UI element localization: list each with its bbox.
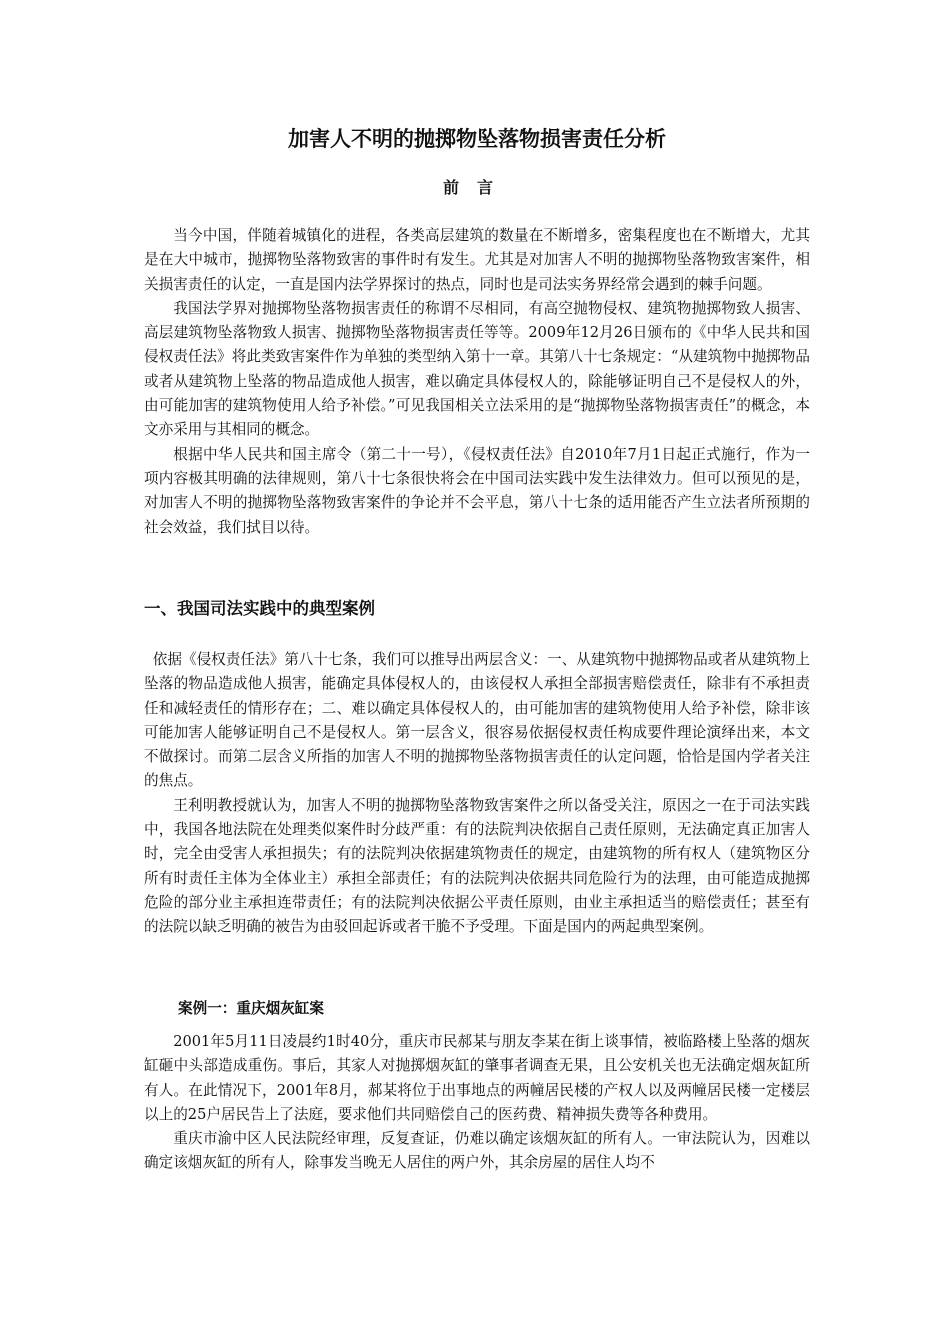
preface-heading: 前言 — [442, 178, 511, 197]
section-1-body — [144, 648, 810, 940]
preface-paragraph-3: 根据中华人民共和国主席令（第二十一号），《侵权责任法》自2010年7月1日起正式施行，作为一项内容极其明确的法律规则，第八十七条很快将会在中国司法实践中发生法律效力。但可以预见的是，对加害人不明的抛掷物坠落物致害案件的争论并不会平息，第八十七条的适用能否产生立法者所预期的社会效益，我们拭目以待。 — [144, 445, 810, 536]
section-1-paragraph-1: 依据《侵权责任法》第八十七条，我们可以推导出两层含义：一、从建筑物中抛掷物品或者从建筑物上坠落的物品造成他人损害，能确定具体侵权人的，由该侵权人承担全部损害赔偿责任，除非有不承担责任和减轻责任的情形存在；二、难以确定具体侵权人的，由可能加害的建筑物使用人给予补偿，除非该可能加害人能够证明自己不是侵权人。第一层含义，很容易依据侵权责任构成要件理论演绎出来，本文不做探讨。而第二层含义所指的加害人不明的抛掷物坠落物损害责任的认定问题，恰恰是国内学者关注的焦点。 — [144, 651, 810, 790]
case-1-body — [144, 1030, 810, 1176]
section-1-paragraph-2: 王利明教授就认为，加害人不明的抛掷物坠落物致害案件之所以备受关注，原因之一在于司法实践中，我国各地法院在处理类似案件时分歧严重：有的法院判决依据自己责任原则，无法确定真正加害人时，完全由受害人承担损失；有的法院判决依据建筑物责任的规定，由建筑物的所有权人（建筑物区分所有时责任主体为全体业主）承担全部责任；有的法院判决依据共同危险行为的法理，由可能造成抛掷危险的部分业主承担连带责任；有的法院判决依据公平责任原则，由业主承担适当的赔偿责任；甚至有的法院以缺乏明确的被告为由驳回起诉或者干脆不予受理。下面是国内的两起典型案例。 — [144, 796, 810, 936]
document-title: 加害人不明的抛掷物坠落物损害责任分析 — [288, 127, 666, 151]
preface-section — [144, 224, 810, 540]
case-1-heading: 案例一：重庆烟灰缸案 — [178, 1000, 324, 1017]
preface-paragraph-1: 当今中国，伴随着城镇化的进程，各类高层建筑的数量在不断增多，密集程度也在不断增大，尤其是在大中城市，抛掷物坠落物致害的事件时有发生。尤其是对加害人不明的抛掷物坠落物致害案件，相关损害责任的认定，一直是国内法学界探讨的热点，同时也是司法实务界经常会遇到的棘手问题。 — [144, 227, 810, 293]
case-1-paragraph-2: 重庆市渝中区人民法院经审理，反复查证，仍难以确定该烟灰缸的所有人。一审法院认为，因难以确定该烟灰缸的所有人，除事发当晚无人居住的两户外，其余房屋的居住人均不 — [144, 1130, 810, 1172]
case-1-paragraph-1: 2001年5月11日凌晨约1时40分，重庆市民郝某与朋友李某在街上谈事情，被临路楼上坠落的烟灰缸砸中头部造成重伤。事后，其家人对抛掷烟灰缸的肇事者调查无果，且公安机关也无法确定烟灰缸所有人。在此情况下，2001年8月，郝某将位于出事地点的两幢居民楼的产权人以及两幢居民楼一定楼层以上的25户居民告上了法庭，要求他们共同赔偿自己的医药费、精神损失费等各种费用。 — [144, 1033, 810, 1123]
preface-paragraph-2: 我国法学界对抛掷物坠落物损害责任的称谓不尽相同，有高空抛物侵权、建筑物抛掷物致人损害、高层建筑物坠落物致人损害、抛掷物坠落物损害责任等等。2009年12月26日颁布的《中华人民共和国侵权责任法》将此类致害案件作为单独的类型纳入第十一章。其第八十七条规定：“从建筑物中抛掷物品或者从建筑物上坠落的物品造成他人损害，难以确定具体侵权人的，除能够证明自己不是侵权人的外，由可能加害的建筑物使用人给予补偿。”可见我国相关立法采用的是“抛掷物坠落物损害责任”的概念，本文亦采用与其相同的概念。 — [144, 299, 810, 439]
section-1-heading: 一、我国司法实践中的典型案例 — [144, 599, 375, 618]
